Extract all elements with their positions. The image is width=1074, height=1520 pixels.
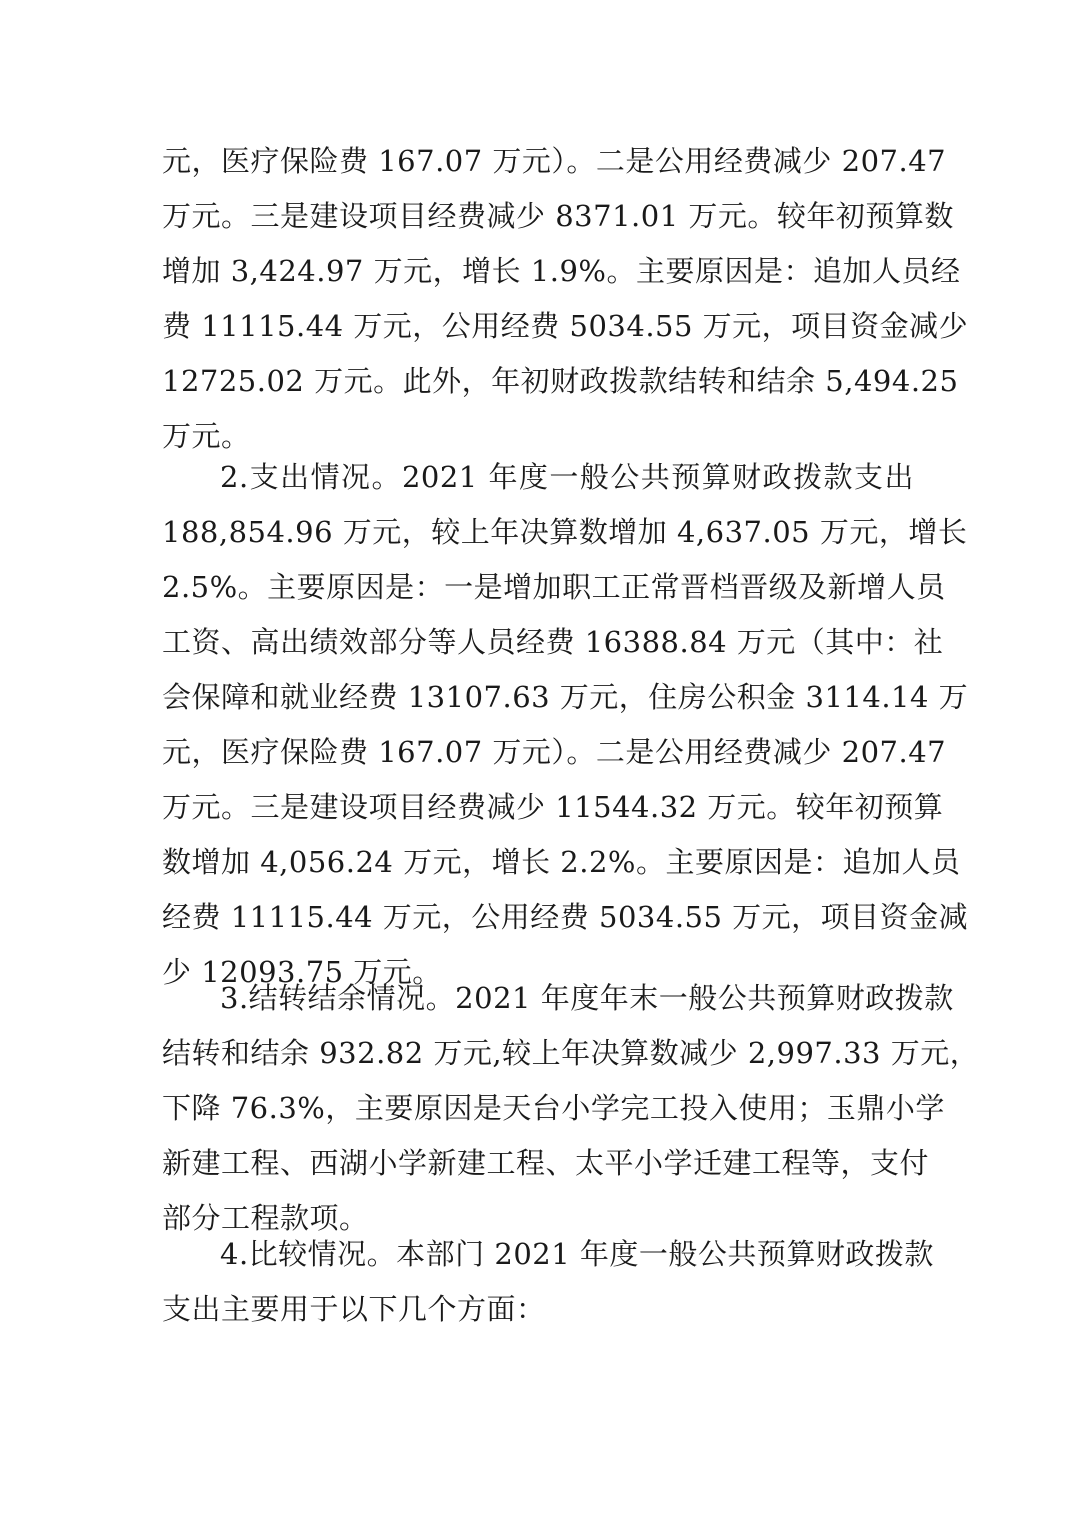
text-line: 数增加 4,056.24 万元，增长 2.2%。主要原因是：追加人员 — [162, 845, 961, 879]
text-line: 万元。 — [162, 419, 251, 453]
text-line: 新建工程、西湖小学新建工程、太平小学迁建工程等，支付 — [162, 1146, 930, 1180]
text-line: 2.5%。主要原因是：一是增加职工正常晋档晋级及新增人员 — [162, 570, 946, 604]
text-line: 元，医疗保险费 167.07 万元）。二是公用经费减少 207.47 — [162, 735, 947, 769]
text-line: 支出主要用于以下几个方面： — [162, 1292, 546, 1326]
paragraph-comparison — [162, 1227, 934, 1337]
text-line: 结转和结余 932.82 万元,较上年决算数减少 2,997.33 万元， — [162, 1036, 980, 1070]
text-line: 2.支出情况。2021 年度一般公共预算财政拨款支出 — [220, 460, 914, 494]
text-line: 少 12093.75 万元。 — [162, 955, 442, 989]
text-line: 4.比较情况。本部门 2021 年度一般公共预算财政拨款 — [220, 1237, 934, 1271]
paragraph-continuation — [162, 134, 969, 464]
text-line: 元，医疗保险费 167.07 万元）。二是公用经费减少 207.47 — [162, 144, 947, 178]
text-line: 增加 3,424.97 万元，增长 1.9%。主要原因是：追加人员经 — [162, 254, 961, 288]
text-line: 部分工程款项。 — [162, 1201, 369, 1235]
text-line: 工资、高出绩效部分等人员经费 16388.84 万元（其中：社 — [162, 625, 944, 659]
paragraph-expenditure — [162, 450, 969, 1000]
text-line: 下降 76.3%，主要原因是天台小学完工投入使用；玉鼎小学 — [162, 1091, 945, 1125]
text-line: 万元。三是建设项目经费减少 8371.01 万元。较年初预算数 — [162, 199, 954, 233]
text-line: 12725.02 万元。此外，年初财政拨款结转和结余 5,494.25 — [162, 364, 959, 398]
text-line: 费 11115.44 万元，公用经费 5034.55 万元，项目资金减少 — [162, 309, 969, 343]
text-line: 经费 11115.44 万元，公用经费 5034.55 万元，项目资金减 — [162, 900, 969, 934]
text-line: 188,854.96 万元，较上年决算数增加 4,637.05 万元，增长 — [162, 515, 968, 549]
text-line: 3.结转结余情况。2021 年度年末一般公共预算财政拨款 — [220, 981, 954, 1015]
text-line: 万元。三是建设项目经费减少 11544.32 万元。较年初预算 — [162, 790, 944, 824]
paragraph-carryover — [162, 971, 980, 1246]
text-line: 会保障和就业经费 13107.63 万元，住房公积金 3114.14 万 — [162, 680, 969, 714]
